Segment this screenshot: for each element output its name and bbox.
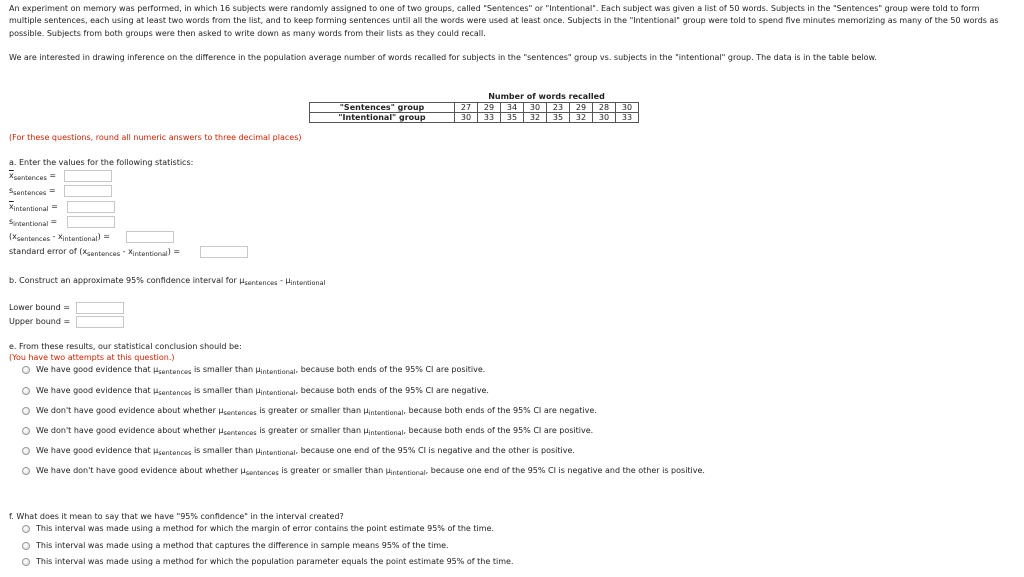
conclusion-radio-4[interactable] [22, 427, 30, 435]
part-f-heading: f. What does it mean to say that we have "95% confidence" in the interval created? [9, 512, 344, 521]
xbar-sentences-label: $\overline{x}_{sentences}$ = [9, 171, 57, 182]
difference-label: $(x_{sentences} - x_{intentional})$ = [9, 232, 110, 243]
data-table [309, 91, 639, 123]
table-cell: 29 [478, 103, 501, 113]
table-cell: 33 [616, 113, 639, 123]
table-cell: 27 [455, 103, 478, 113]
attempts-note: (You have two attempts at this question.) [9, 353, 175, 362]
conclusion-option-1[interactable]: We have good evidence that $\mu_{sentences}$ is smaller than $\mu_{intentional}$, because both ends of the 95% CI are positive. [36, 365, 486, 376]
lower-bound-label: Lower bound = [9, 303, 70, 312]
conclusion-radio-3[interactable] [22, 407, 30, 415]
part-e-heading: e. From these results, our statistical conclusion should be: [9, 342, 242, 351]
conclusion-option-6[interactable]: We have don't have good evidence about whether $\mu_{sentences}$ is greater or smaller than $\mu_{intentional}$, because one end of the 95% CI is negative and the other is positive. [36, 466, 705, 477]
table-cell: 32 [570, 113, 593, 123]
conclusion-option-5[interactable]: We have good evidence that $\mu_{sentences}$ is smaller than $\mu_{intentional}$, because one end of the 95% CI is negative and the other is positive. [36, 446, 575, 457]
table-cell: 35 [547, 113, 570, 123]
s-sentences-label: $s_{sentences}$ = [9, 186, 56, 197]
table-row [310, 113, 639, 123]
part-a-heading: a. Enter the values for the following statistics: [9, 158, 194, 167]
table-header: Number of words recalled [488, 92, 605, 101]
table-row [310, 103, 639, 113]
confidence-option-2[interactable]: This interval was made using a method that captures the difference in sample means 95% of the time. [36, 541, 449, 550]
row-label-intentional: "Intentional" group [310, 113, 455, 123]
s-intentional-label: $s_{intentional}$ = [9, 217, 58, 228]
row-label-sentences: "Sentences" group [310, 103, 455, 113]
part-b-heading: b. Construct an approximate 95% confidence interval for $\mu_{sentences} - \mu_{intentional}$ [9, 276, 326, 287]
xbar-intentional-input[interactable] [67, 201, 115, 213]
conclusion-radio-5[interactable] [22, 447, 30, 455]
table-cell: 30 [524, 103, 547, 113]
table-cell: 28 [593, 103, 616, 113]
conclusion-radio-6[interactable] [22, 467, 30, 475]
conclusion-radio-1[interactable] [22, 366, 30, 374]
table-cell: 29 [570, 103, 593, 113]
difference-input[interactable] [126, 231, 174, 243]
conclusion-option-3[interactable]: We don't have good evidence about whether $\mu_{sentences}$ is greater or smaller than $\mu_{intentional}$, because both ends of the 95% CI are negative. [36, 406, 597, 417]
table-cell: 30 [593, 113, 616, 123]
table-cell: 30 [455, 113, 478, 123]
table-cell: 35 [501, 113, 524, 123]
rounding-note: (For these questions, round all numeric answers to three decimal places) [9, 133, 302, 142]
table-cell: 34 [501, 103, 524, 113]
table-cell: 33 [478, 113, 501, 123]
conclusion-option-2[interactable]: We have good evidence that $\mu_{sentences}$ is smaller than $\mu_{intentional}$, because both ends of the 95% CI are negative. [36, 386, 489, 397]
table-cell: 32 [524, 113, 547, 123]
upper-bound-label: Upper bound = [9, 317, 71, 326]
conclusion-option-4[interactable]: We don't have good evidence about whether $\mu_{sentences}$ is greater or smaller than $\mu_{intentional}$, because both ends of the 95% CI are positive. [36, 426, 594, 437]
confidence-radio-1[interactable] [22, 525, 30, 533]
inference-paragraph: We are interested in drawing inference on the difference in the population average number of words recalled for subjects in the "sentences" group vs. subjects in the "intentional" group. The data is in the table below. [9, 53, 877, 62]
confidence-option-1[interactable]: This interval was made using a method for which the margin of error contains the point estimate 95% of the time. [36, 524, 494, 533]
confidence-radio-2[interactable] [22, 542, 30, 550]
standard-error-input[interactable] [200, 246, 248, 258]
xbar-intentional-label: $\overline{x}_{intentional}$ = [9, 202, 58, 213]
conclusion-radio-2[interactable] [22, 387, 30, 395]
s-intentional-input[interactable] [67, 216, 115, 228]
lower-bound-input[interactable] [76, 302, 124, 314]
confidence-option-3[interactable]: This interval was made using a method for which the population parameter equals the point estimate 95% of the time. [36, 557, 514, 566]
intro-paragraph: An experiment on memory was performed, in which 16 subjects were randomly assigned to one of two groups, called "Sentences" or "Intentional". Each subject was given a list of 50 words. Subjects in the "Sentences" group were told to form multiple sentences, each using at least two words from the list, and to keep forming sentences until all the words were used at least once. Subjects in the "Intentional" group were told to spend five minutes memorizing as many of the 50 words as possible. Subjects from both groups were then asked to write down as many words from their lists as they could recall. [9, 4, 999, 38]
upper-bound-input[interactable] [76, 316, 124, 328]
table-cell: 23 [547, 103, 570, 113]
standard-error-label: standard error of $(x_{sentences} - x_{intentional})$ = [9, 247, 181, 258]
table-cell: 30 [616, 103, 639, 113]
s-sentences-input[interactable] [64, 185, 112, 197]
confidence-radio-3[interactable] [22, 558, 30, 566]
xbar-sentences-input[interactable] [64, 170, 112, 182]
